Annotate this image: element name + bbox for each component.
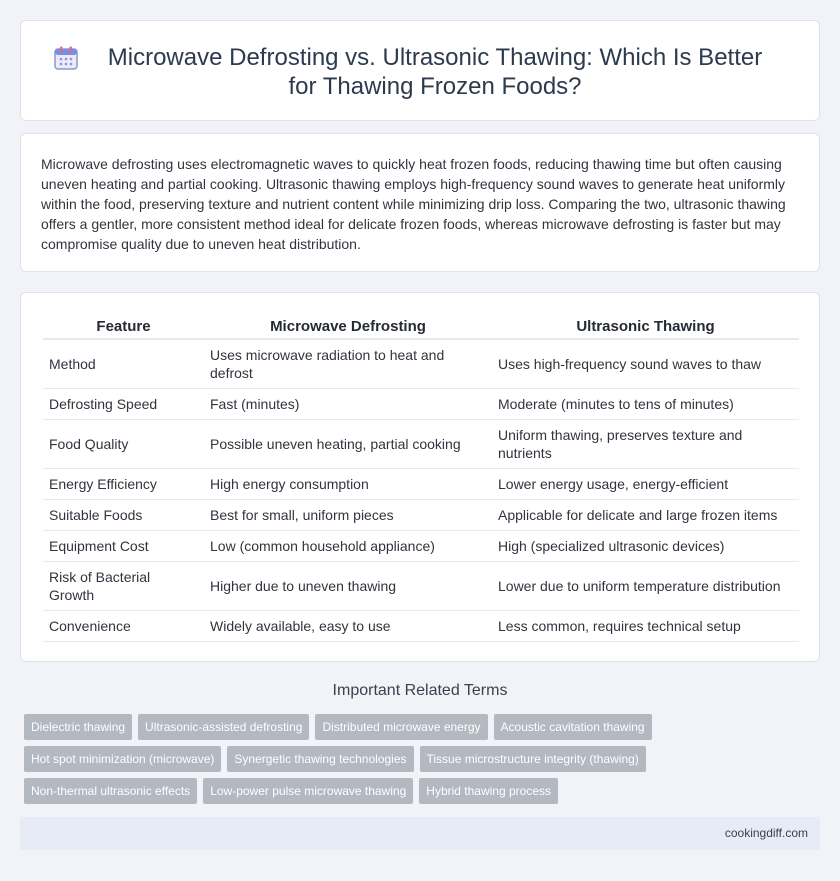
table-cell: Convenience bbox=[43, 610, 204, 641]
tag-low-power-pulse[interactable]: Low-power pulse microwave thawing bbox=[203, 778, 413, 804]
table-cell: Uses microwave radiation to heat and defrost bbox=[204, 339, 492, 388]
table-cell: Energy Efficiency bbox=[43, 468, 204, 499]
intro-paragraph: Microwave defrosting uses electromagnetic waves to quickly heat frozen foods, reducing thawing time but often causing uneven heating and partial cooking. Ultrasonic thawing employs high-frequency sound waves to generate heat uniformly within the food, preserving texture and nutrient content while minimizing drip loss. Comparing the two, ultrasonic thawing offers a gentler, more consistent method ideal for delicate frozen foods, whereas microwave defrosting is faster but may compromise quality due to uneven heat distribution. bbox=[41, 156, 786, 252]
table-cell: Fast (minutes) bbox=[204, 388, 492, 419]
table-cell: Equipment Cost bbox=[43, 530, 204, 561]
table-row bbox=[43, 388, 799, 419]
header-microwave: Microwave Defrosting bbox=[204, 313, 492, 339]
table-cell: Moderate (minutes to tens of minutes) bbox=[492, 388, 799, 419]
comparison-table bbox=[43, 313, 799, 642]
table-cell: High (specialized ultrasonic devices) bbox=[492, 530, 799, 561]
related-terms-title: Important Related Terms bbox=[332, 682, 508, 699]
title-card bbox=[20, 20, 820, 121]
comparison-card bbox=[20, 292, 820, 662]
table-row bbox=[43, 499, 799, 530]
table-cell: Food Quality bbox=[43, 419, 204, 468]
intro-card bbox=[20, 133, 820, 272]
table-row bbox=[43, 468, 799, 499]
table-cell: Applicable for delicate and large frozen items bbox=[492, 499, 799, 530]
header-ultrasonic: Ultrasonic Thawing bbox=[492, 313, 799, 339]
table-cell: Lower due to uniform temperature distribution bbox=[492, 561, 799, 610]
tag-distributed-microwave-energy[interactable]: Distributed microwave energy bbox=[315, 714, 487, 740]
table-row bbox=[43, 561, 799, 610]
tag-synergetic-thawing[interactable]: Synergetic thawing technologies bbox=[227, 746, 413, 772]
tag-tissue-microstructure[interactable]: Tissue microstructure integrity (thawing) bbox=[420, 746, 646, 772]
table-cell: Defrosting Speed bbox=[43, 388, 204, 419]
tag-hybrid-thawing[interactable]: Hybrid thawing process bbox=[419, 778, 558, 804]
table-header-row bbox=[43, 313, 799, 339]
table-cell: Widely available, easy to use bbox=[204, 610, 492, 641]
header-feature: Feature bbox=[43, 313, 204, 339]
table-cell: Suitable Foods bbox=[43, 499, 204, 530]
table-cell: Less common, requires technical setup bbox=[492, 610, 799, 641]
table-cell: Best for small, uniform pieces bbox=[204, 499, 492, 530]
table-cell: Method bbox=[43, 339, 204, 388]
tag-row bbox=[24, 778, 684, 804]
table-cell: Low (common household appliance) bbox=[204, 530, 492, 561]
tag-ultrasonic-assisted-defrosting[interactable]: Ultrasonic-assisted defrosting bbox=[138, 714, 309, 740]
tag-acoustic-cavitation-thawing[interactable]: Acoustic cavitation thawing bbox=[494, 714, 652, 740]
page-title: Microwave Defrosting vs. Ultrasonic Thawing: Which Is Better for Thawing Frozen Foods? bbox=[107, 44, 763, 100]
table-cell: High energy consumption bbox=[204, 468, 492, 499]
table-cell: Higher due to uneven thawing bbox=[204, 561, 492, 610]
tag-row bbox=[24, 746, 684, 772]
footer bbox=[20, 817, 820, 850]
tag-row bbox=[24, 714, 684, 740]
tag-hot-spot-minimization[interactable]: Hot spot minimization (microwave) bbox=[24, 746, 221, 772]
footer-site-link[interactable]: cookingdiff.com bbox=[724, 826, 808, 840]
related-terms-tags bbox=[24, 714, 684, 810]
table-cell: Risk of Bacterial Growth bbox=[43, 561, 204, 610]
table-cell: Lower energy usage, energy-efficient bbox=[492, 468, 799, 499]
table-cell: Possible uneven heating, partial cooking bbox=[204, 419, 492, 468]
table-row bbox=[43, 339, 799, 388]
tag-dielectric-thawing[interactable]: Dielectric thawing bbox=[24, 714, 132, 740]
table-row bbox=[43, 530, 799, 561]
tag-non-thermal-ultrasonic[interactable]: Non-thermal ultrasonic effects bbox=[24, 778, 197, 804]
table-cell: Uniform thawing, preserves texture and nutrients bbox=[492, 419, 799, 468]
table-cell: Uses high-frequency sound waves to thaw bbox=[492, 339, 799, 388]
table-row bbox=[43, 610, 799, 641]
table-row bbox=[43, 419, 799, 468]
